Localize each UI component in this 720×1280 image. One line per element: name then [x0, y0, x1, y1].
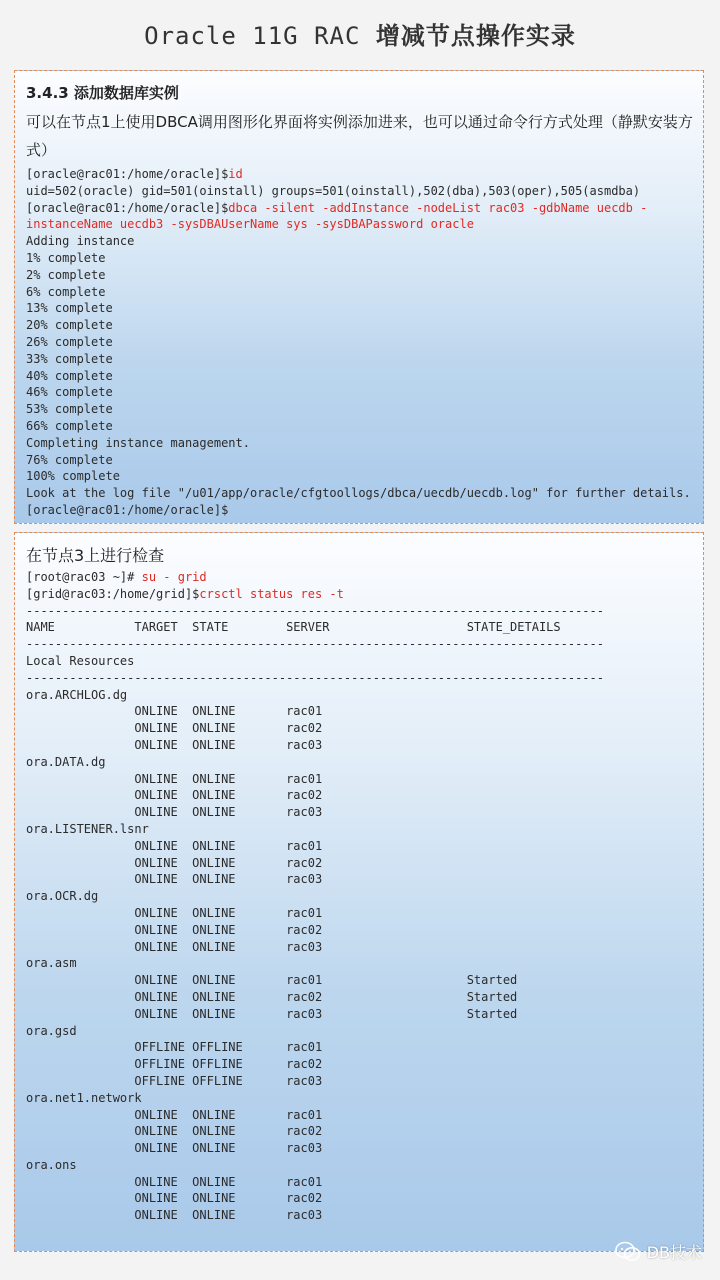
terminal-line-text: ONLINE ONLINE rac03 [26, 939, 323, 954]
terminal-line-text: 1% complete [26, 250, 106, 265]
terminal-line [26, 989, 604, 1006]
terminal-line-text: Local Resources [26, 653, 135, 668]
terminal-line [26, 603, 604, 620]
terminal-line-text: 26% complete [26, 334, 113, 349]
terminal-line-text: 53% complete [26, 402, 113, 417]
terminal-line [26, 334, 691, 351]
terminal-line-text: ONLINE ONLINE rac01 [26, 905, 323, 920]
page-title-en: Oracle 11G RAC [144, 22, 376, 50]
terminal-line [26, 418, 691, 435]
terminal-command: instanceName uecdb3 -sysDBAUserName sys -sysDBAPassword oracle [26, 217, 474, 232]
terminal-line-text: ora.gsd [26, 1023, 77, 1038]
terminal-line-text: 20% complete [26, 318, 113, 333]
terminal-line [26, 267, 691, 284]
terminal-line [26, 804, 604, 821]
terminal-line-text: Look at the log file "/u01/app/oracle/cfgtoollogs/dbca/uecdb/uecdb.log" for further details. [26, 486, 691, 501]
section-description: 可以在节点1上使用DBCA调用图形化界面将实例添加进来，也可以通过命令行方式处理（静默安装方式） [26, 113, 693, 159]
terminal-line-text: OFFLINE OFFLINE rac02 [26, 1057, 323, 1072]
terminal-line [26, 502, 691, 519]
terminal-line [26, 703, 604, 720]
terminal-line-text: 66% complete [26, 418, 113, 433]
terminal-line-text: ONLINE ONLINE rac03 [26, 805, 323, 820]
terminal-line [26, 838, 604, 855]
terminal-line-text: [root@rac03 ~]# [26, 570, 142, 584]
terminal-line-text: ONLINE ONLINE rac02 [26, 1191, 323, 1206]
section-heading: 在节点3上进行检查 [26, 546, 165, 565]
terminal-line [26, 351, 691, 368]
terminal-line [26, 720, 604, 737]
terminal-command: dbca -silent -addInstance -nodeList rac03 -gdbName uecdb - [228, 200, 648, 215]
terminal-line [26, 452, 691, 469]
terminal-line [26, 233, 691, 250]
terminal-line-text: 13% complete [26, 301, 113, 316]
terminal-line [26, 1073, 604, 1090]
terminal-line-text: ONLINE ONLINE rac01 [26, 1174, 323, 1189]
terminal-line-text: ora.DATA.dg [26, 754, 106, 769]
terminal-line-text: Completing instance management. [26, 435, 250, 450]
terminal-line [26, 401, 691, 418]
terminal-line [26, 972, 604, 989]
terminal-line-text: -------------------------------------------------------------------------------- [26, 670, 604, 685]
terminal-line-text: ONLINE ONLINE rac01 [26, 704, 323, 719]
terminal-line [26, 754, 604, 771]
terminal-line-text: ONLINE ONLINE rac02 [26, 1124, 323, 1139]
terminal-line [26, 586, 604, 603]
terminal-line-text: 40% complete [26, 368, 113, 383]
terminal-line-text: -------------------------------------------------------------------------------- [26, 603, 604, 618]
terminal-line [26, 922, 604, 939]
terminal-line [26, 300, 691, 317]
terminal-line-text: 46% complete [26, 385, 113, 400]
terminal-command: id [228, 167, 243, 181]
terminal-line-text: 76% complete [26, 452, 113, 467]
terminal-line [26, 871, 604, 888]
terminal-line-text: uid=502(oracle) gid=501(oinstall) groups=501(oinstall),502(dba),503(oper),505(asmdba) [26, 183, 641, 198]
terminal-line-text: 2% complete [26, 267, 106, 282]
terminal-line-text: Adding instance [26, 234, 135, 249]
terminal-line [26, 1140, 604, 1157]
terminal-line [26, 737, 604, 754]
terminal-line [26, 1190, 604, 1207]
terminal-line-text: 100% complete [26, 469, 120, 484]
terminal-line [26, 670, 604, 687]
wechat-icon [615, 1241, 641, 1263]
terminal-line-text: ONLINE ONLINE rac02 [26, 922, 323, 937]
terminal-line-text: ora.OCR.dg [26, 889, 99, 904]
section-heading: 3.4.3 添加数据库实例 [26, 84, 179, 102]
terminal-line-text: ora.net1.network [26, 1090, 142, 1105]
terminal-line [26, 435, 691, 452]
terminal-line [26, 1157, 604, 1174]
terminal-line-text: NAME TARGET STATE SERVER STATE_DETAILS [26, 620, 561, 635]
page-title-zh: 增减节点操作实录 [375, 22, 576, 50]
terminal-line [26, 1207, 604, 1224]
terminal-line-text: ONLINE ONLINE rac03 [26, 737, 323, 752]
watermark-text: DB技术 [646, 1243, 702, 1262]
terminal-line-text: ONLINE ONLINE rac02 [26, 721, 323, 736]
terminal-line-text: OFFLINE OFFLINE rac01 [26, 1040, 323, 1055]
terminal-line-text: [grid@rac03:/home/grid]$ [26, 586, 200, 601]
terminal-output [26, 166, 691, 519]
terminal-line-text: ONLINE ONLINE rac03 [26, 1141, 323, 1156]
terminal-line [26, 384, 691, 401]
terminal-line [26, 636, 604, 653]
terminal-line [26, 1090, 604, 1107]
terminal-line [26, 821, 604, 838]
terminal-line-text: [oracle@rac01:/home/oracle]$ [26, 502, 229, 517]
terminal-line-text: ora.asm [26, 956, 77, 971]
terminal-line [26, 1174, 604, 1191]
terminal-line-text: ONLINE ONLINE rac01 Started [26, 973, 518, 988]
terminal-line-text: OFFLINE OFFLINE rac03 [26, 1073, 323, 1088]
terminal-line-text: ONLINE ONLINE rac02 [26, 788, 323, 803]
terminal-line-text: ora.ARCHLOG.dg [26, 687, 128, 702]
terminal-line-text: ONLINE ONLINE rac01 [26, 1107, 323, 1122]
watermark [615, 1240, 702, 1263]
terminal-line [26, 955, 604, 972]
terminal-line [26, 787, 604, 804]
terminal-command: su - grid [141, 570, 207, 584]
terminal-line-text: [oracle@rac01:/home/oracle]$ [26, 167, 229, 181]
page-title [0, 16, 720, 51]
terminal-line-text: ora.ons [26, 1157, 77, 1172]
terminal-line [26, 183, 691, 200]
terminal-line-text: ONLINE ONLINE rac03 Started [26, 1006, 518, 1021]
terminal-line [26, 216, 691, 233]
terminal-line-text: ONLINE ONLINE rac03 [26, 872, 323, 887]
terminal-line [26, 653, 604, 670]
terminal-line [26, 569, 604, 586]
terminal-line-text: ONLINE ONLINE rac03 [26, 1208, 323, 1223]
terminal-line [26, 619, 604, 636]
terminal-line-text: ONLINE ONLINE rac02 [26, 855, 323, 870]
terminal-line [26, 687, 604, 704]
terminal-line [26, 1123, 604, 1140]
terminal-line-text: [oracle@rac01:/home/oracle]$ [26, 200, 229, 215]
terminal-line [26, 855, 604, 872]
terminal-line-text: -------------------------------------------------------------------------------- [26, 637, 604, 652]
terminal-line [26, 1056, 604, 1073]
terminal-line-text: ONLINE ONLINE rac01 [26, 838, 323, 853]
terminal-line [26, 888, 604, 905]
terminal-line [26, 1006, 604, 1023]
terminal-line [26, 771, 604, 788]
terminal-line-text: ONLINE ONLINE rac01 [26, 771, 323, 786]
terminal-line [26, 1039, 604, 1056]
terminal-output [26, 569, 604, 1224]
terminal-line-text: ONLINE ONLINE rac02 Started [26, 989, 518, 1004]
terminal-line [26, 284, 691, 301]
terminal-line [26, 1107, 604, 1124]
terminal-line [26, 317, 691, 334]
terminal-line [26, 485, 691, 502]
panel-check-node3 [14, 532, 704, 1252]
panel-add-instance [14, 70, 704, 524]
terminal-line-text: 6% complete [26, 284, 106, 299]
terminal-line [26, 939, 604, 956]
terminal-line-text: ora.LISTENER.lsnr [26, 821, 149, 836]
terminal-line [26, 166, 691, 183]
terminal-line [26, 200, 691, 217]
terminal-line [26, 368, 691, 385]
terminal-line [26, 905, 604, 922]
terminal-line [26, 1023, 604, 1040]
terminal-line [26, 468, 691, 485]
terminal-line-text: 33% complete [26, 351, 113, 366]
terminal-line [26, 250, 691, 267]
terminal-command: crsctl status res -t [199, 586, 344, 601]
